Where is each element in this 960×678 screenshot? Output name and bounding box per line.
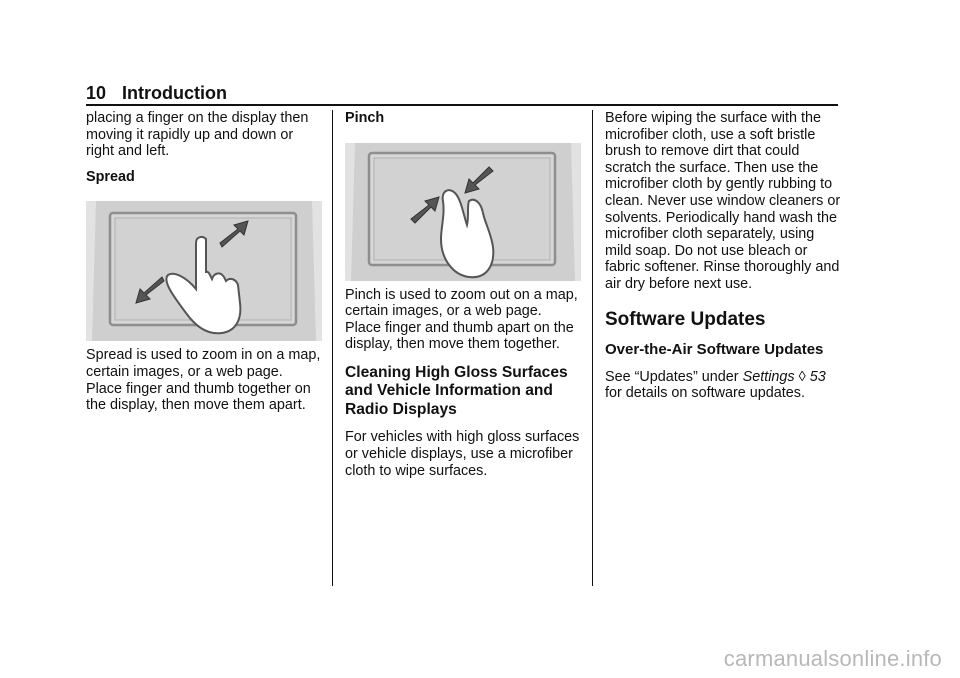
spread-gesture-illustration: [86, 201, 322, 341]
header-rule: [86, 104, 838, 106]
software-updates-heading: Software Updates: [605, 308, 766, 330]
cleaning-heading: Cleaning High Gloss Surfaces and Vehicle Information and Radio Displays: [345, 363, 568, 418]
spread-label: Spread: [86, 168, 135, 185]
reference-arrow-icon: ◊: [798, 368, 806, 385]
intro-paragraph: placing a finger on the display then moving it rapidly up and down or right and left.: [86, 110, 309, 160]
column-divider: [592, 110, 593, 586]
reference-page[interactable]: 53: [809, 368, 826, 385]
column-divider: [332, 110, 333, 586]
cleaning-paragraph: For vehicles with high gloss surfaces or vehicle displays, use a microfiber cloth to wipe surfaces.: [345, 429, 580, 479]
pinch-gesture-illustration: [345, 143, 581, 281]
watermark: carmanualsonline.info: [723, 646, 942, 671]
page-number: 10: [86, 83, 107, 103]
wipe-paragraph: Before wiping the surface with the microfiber cloth, use a soft bristle brush to remove dirt that could scratch the surface. Then use the microfiber cloth by gently rubbing to clean. Never use window cleaners or solvents. Periodically hand wash the microfiber cloth separately, using mild soap. Do not use bleach or fabric softener. Rinse thoroughly and air dry before next use.: [605, 110, 841, 292]
column-3: [605, 110, 841, 402]
column-1: [86, 110, 322, 414]
ota-heading: Over-the-Air Software Updates: [605, 340, 824, 358]
page-header: [86, 82, 227, 104]
ota-paragraph: See “Updates” under Settings ◊ 53 for details on software updates.: [605, 368, 826, 402]
section-title: Introduction: [122, 83, 228, 103]
spread-paragraph: Spread is used to zoom in on a map, certain images, or a web page. Place finger and thumb together on the display, then move them apart.: [86, 347, 321, 414]
pinch-paragraph: Pinch is used to zoom out on a map, certain images, or a web page. Place finger and thumb apart on the display, then move them together.: [345, 286, 578, 353]
pinch-label: Pinch: [345, 110, 385, 126]
column-2: [345, 110, 581, 479]
settings-link[interactable]: Settings: [742, 368, 795, 385]
